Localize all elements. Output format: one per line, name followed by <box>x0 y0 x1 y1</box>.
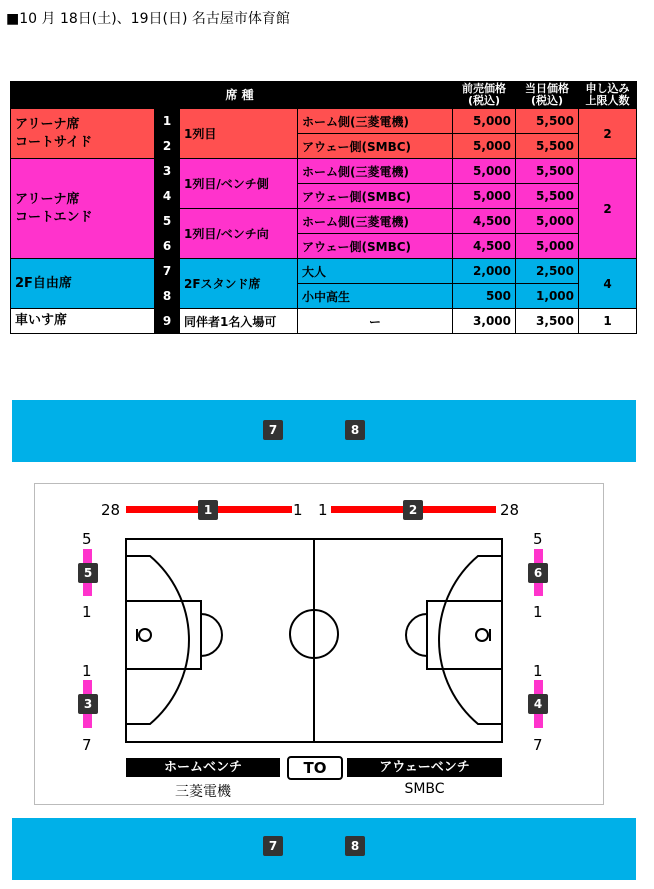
header-advance: 前売価格 (税込) <box>453 82 516 109</box>
same-day-price: 5,500 <box>516 159 579 184</box>
seat-side: 小中高生 <box>298 284 453 309</box>
advance-price: 2,000 <box>453 259 516 284</box>
seat-3-bottom: 7 <box>82 736 92 754</box>
advance-price: 5,000 <box>453 134 516 159</box>
seat-2-from: 1 <box>318 501 328 519</box>
same-day-price: 5,500 <box>516 184 579 209</box>
same-day-price: 5,000 <box>516 234 579 259</box>
seat-side: ホーム側(三菱電機) <box>298 159 453 184</box>
advance-price: 4,500 <box>453 209 516 234</box>
row-label: 1列目 <box>180 109 298 159</box>
seat-badge-6: 6 <box>528 563 548 583</box>
seat-1-to: 1 <box>293 501 303 519</box>
category-free2f: 2F自由席 <box>11 259 155 309</box>
seat-2-to: 28 <box>500 501 520 519</box>
same-day-price: 5,000 <box>516 209 579 234</box>
seat-side: アウェー側(SMBC) <box>298 234 453 259</box>
row-label: 同伴者1名入場可 <box>180 309 298 334</box>
seat-number: 3 <box>155 159 180 184</box>
same-day-price: 1,000 <box>516 284 579 309</box>
category-wheelchair: 車いす席 <box>11 309 155 334</box>
right-hoop <box>476 629 488 641</box>
table-officials: TO <box>287 756 343 780</box>
seat-badge-3: 3 <box>78 694 98 714</box>
away-team-name: SMBC <box>404 781 445 797</box>
advance-price: 3,000 <box>453 309 516 334</box>
same-day-price: 3,500 <box>516 309 579 334</box>
seat-number: 5 <box>155 209 180 234</box>
row-label: 1列目/ベンチ側 <box>180 159 298 209</box>
advance-price: 500 <box>453 284 516 309</box>
home-team-name: 三菱電機 <box>175 784 231 800</box>
advance-price: 5,000 <box>453 109 516 134</box>
same-day-price: 2,500 <box>516 259 579 284</box>
seat-number: 4 <box>155 184 180 209</box>
seat-side: ー <box>298 309 453 334</box>
seat-number: 9 <box>155 309 180 334</box>
same-day-price: 5,500 <box>516 109 579 134</box>
left-3pt-line <box>126 556 189 724</box>
seat-badge-8: 8 <box>345 420 365 440</box>
seat-number: 1 <box>155 109 180 134</box>
seat-number: 8 <box>155 284 180 309</box>
seat-number: 6 <box>155 234 180 259</box>
right-3pt-line <box>439 556 502 724</box>
seat-4-top: 1 <box>533 662 543 680</box>
right-ft-arc <box>406 614 427 656</box>
seat-side: ホーム側(三菱電機) <box>298 209 453 234</box>
advance-price: 5,000 <box>453 159 516 184</box>
away-bench: アウェーベンチ <box>347 758 502 777</box>
header-seat-type: 席 種 <box>180 82 453 109</box>
seat-side: アウェー側(SMBC) <box>298 134 453 159</box>
seat-badge-1: 1 <box>198 500 218 520</box>
seat-badge-4: 4 <box>528 694 548 714</box>
seat-badge-2: 2 <box>403 500 423 520</box>
seat-side: 大人 <box>298 259 453 284</box>
seat-1-from: 28 <box>101 501 121 519</box>
limit-value: 4 <box>579 259 637 309</box>
limit-value: 1 <box>579 309 637 334</box>
home-bench: ホームベンチ <box>126 758 280 777</box>
seat-badge-7: 7 <box>263 420 283 440</box>
limit-value: 2 <box>579 159 637 259</box>
advance-price: 5,000 <box>453 184 516 209</box>
seat-badge-5: 5 <box>78 563 98 583</box>
header-limit: 申し込み 上限人数 <box>579 82 637 109</box>
page-title: ■10 月 18日(土)、19日(日) 名古屋市体育館 <box>6 11 290 27</box>
seat-side: ホーム側(三菱電機) <box>298 109 453 134</box>
seat-6-bottom: 1 <box>533 603 543 621</box>
seat-badge-7: 7 <box>263 836 283 856</box>
seat-6-top: 5 <box>533 530 543 548</box>
row-label: 2Fスタンド席 <box>180 259 298 309</box>
seat-5-bottom: 1 <box>82 603 92 621</box>
left-ft-arc <box>201 614 222 656</box>
seat-side: アウェー側(SMBC) <box>298 184 453 209</box>
category-courtend: アリーナ席 コートエンド <box>11 159 155 259</box>
seat-4-bottom: 7 <box>533 736 543 754</box>
seat-badge-8: 8 <box>345 836 365 856</box>
stand-bottom <box>12 818 636 880</box>
left-hoop <box>139 629 151 641</box>
same-day-price: 5,500 <box>516 134 579 159</box>
seat-number: 2 <box>155 134 180 159</box>
header-same-day: 当日価格 (税込) <box>516 82 579 109</box>
advance-price: 4,500 <box>453 234 516 259</box>
seat-number: 7 <box>155 259 180 284</box>
seat-5-top: 5 <box>82 530 92 548</box>
seat-3-top: 1 <box>82 662 92 680</box>
category-courtside: アリーナ席 コートサイド <box>11 109 155 159</box>
row-label: 1列目/ベンチ向 <box>180 209 298 259</box>
limit-value: 2 <box>579 109 637 159</box>
